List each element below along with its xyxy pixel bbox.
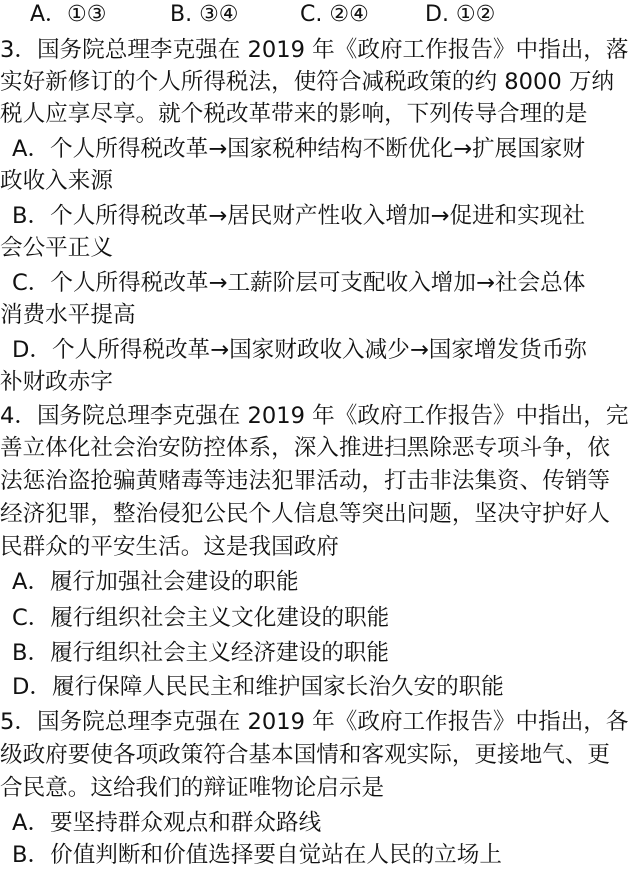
question-4-stem-line-5: 民群众的平安生活。这是我国政府	[0, 534, 339, 560]
question-4-stem-line-3: 法惩治盗抢骗黄赌毒等违法犯罪活动，打击非法集资、传销等	[0, 468, 611, 494]
question-3-option-c-cont: 消费水平提高	[0, 302, 136, 328]
previous-question-options	[0, 0, 640, 34]
question-3-option-a-cont: 政收入来源	[0, 168, 113, 194]
option-d: D. ①②	[425, 2, 496, 27]
question-5-stem-line-1: 5．国务院总理李克强在 2019 年《政府工作报告》中指出，各	[0, 709, 629, 735]
option-a: A．①③	[30, 2, 107, 27]
question-4-stem-line-2: 善立体化社会治安防控体系，深入推进扫黑除恶专项斗争，依	[0, 435, 611, 461]
question-3-option-d-cont: 补财政赤字	[0, 369, 113, 395]
option-c: C. ②④	[300, 2, 369, 27]
question-4-stem-line-1: 4．国务院总理李克强在 2019 年《政府工作报告》中指出，完	[0, 403, 629, 429]
question-5-option-b: B．价值判断和价值选择要自觉站在人民的立场上	[12, 842, 502, 868]
question-4-option-b: B．履行组织社会主义经济建设的职能	[12, 640, 389, 666]
question-3-stem-line-3: 税人应享尽享。就个税改革带来的影响，下列传导合理的是	[0, 101, 588, 127]
question-4-option-c: C．履行组织社会主义文化建设的职能	[12, 605, 390, 631]
question-5-stem-line-3: 合民意。这给我们的辩证唯物论启示是	[0, 775, 385, 801]
question-4-stem-line-4: 经济犯罪，整治侵犯公民个人信息等突出问题，坚决守护好人	[0, 501, 611, 527]
question-5-option-a: A．要坚持群众观点和群众路线	[12, 810, 322, 836]
question-3-option-b: B．个人所得税改革→居民财产性收入增加→促进和实现社	[12, 203, 586, 229]
question-4-option-a: A．履行加强社会建设的职能	[12, 569, 299, 595]
option-b: B. ③④	[170, 2, 239, 27]
question-3-option-a: A．个人所得税改革→国家税种结构不断优化→扩展国家财	[12, 136, 585, 162]
question-3-option-d: D．个人所得税改革→国家财政收入减少→国家增发货币弥	[12, 337, 587, 363]
question-3-option-b-cont: 会公平正义	[0, 235, 113, 261]
question-3-stem-line-1: 3．国务院总理李克强在 2019 年《政府工作报告》中指出，落	[0, 37, 629, 63]
question-5-stem-line-2: 级政府要使各项政策符合基本国情和客观实际，更接地气、更	[0, 742, 611, 768]
question-3-option-c: C．个人所得税改革→工薪阶层可支配收入增加→社会总体	[12, 270, 586, 296]
question-3-stem-line-2: 实好新修订的个人所得税法，使符合减税政策的约 8000 万纳	[0, 69, 615, 95]
question-4-option-d: D．履行保障人民民主和维护国家长治久安的职能	[12, 674, 504, 700]
